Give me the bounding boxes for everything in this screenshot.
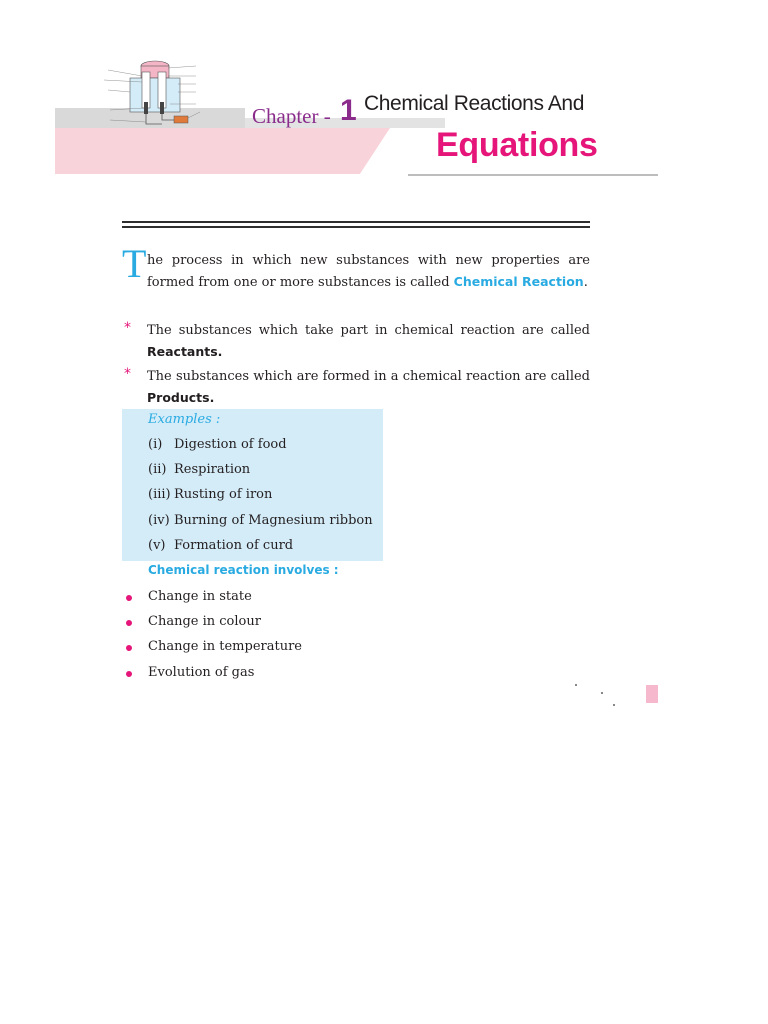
involves-item: Change in temperature	[148, 639, 302, 654]
section-divider-bottom	[122, 226, 590, 228]
bullet-dot	[126, 595, 132, 601]
intro-paragraph	[147, 250, 590, 293]
example-item	[148, 437, 287, 452]
example-number: (iii)	[148, 487, 171, 502]
reactants-term: Reactants.	[147, 344, 223, 359]
involves-item: Change in colour	[148, 614, 261, 629]
intro-text: he process in which new substances with new properties are formed from one or more substances is called	[147, 253, 590, 290]
section-divider-top	[122, 221, 590, 223]
example-number: (ii)	[148, 462, 167, 477]
chapter-label: Chapter -	[252, 104, 331, 128]
examples-title: Examples :	[148, 412, 221, 427]
header-pink-band	[55, 128, 390, 174]
example-item	[148, 462, 250, 477]
example-text: Burning of Magnesium ribbon	[174, 513, 373, 528]
bullet-dot	[126, 645, 132, 651]
drop-cap: T	[122, 241, 147, 286]
speck	[575, 684, 577, 686]
products-term: Products.	[147, 390, 215, 405]
involves-heading: Chemical reaction involves :	[148, 563, 339, 577]
star-marker: *	[124, 320, 131, 336]
example-item	[148, 487, 272, 502]
star-marker: *	[124, 366, 131, 382]
bullet-dot	[126, 671, 132, 677]
involves-item: Change in state	[148, 589, 252, 604]
electrolysis-apparatus-icon	[100, 58, 210, 133]
chemical-reaction-term: Chemical Reaction	[453, 274, 584, 289]
bullet-dot	[126, 620, 132, 626]
example-item	[148, 513, 373, 528]
chapter-title-line2: Equations	[436, 126, 598, 164]
chapter-title-line1: Chemical Reactions And	[364, 92, 584, 115]
example-text: Digestion of food	[174, 437, 287, 452]
example-item	[148, 538, 293, 553]
products-definition	[147, 366, 590, 409]
title-underline	[408, 174, 658, 176]
example-text: Respiration	[174, 462, 251, 477]
example-number: (v)	[148, 538, 166, 553]
example-text: Formation of curd	[174, 538, 294, 553]
example-number: (i)	[148, 437, 163, 452]
involves-item: Evolution of gas	[148, 665, 255, 680]
example-number: (iv)	[148, 513, 170, 528]
speck	[601, 692, 603, 694]
reactants-definition	[147, 320, 590, 363]
example-text: Rusting of iron	[174, 487, 273, 502]
intro-end: .	[583, 275, 588, 290]
page-side-tab	[646, 685, 658, 703]
chapter-number: 1	[340, 94, 357, 127]
speck	[613, 704, 615, 706]
products-text: The substances which are formed in a chemical reaction are called	[147, 369, 590, 384]
reactants-text: The substances which take part in chemical reaction are called	[147, 323, 590, 338]
